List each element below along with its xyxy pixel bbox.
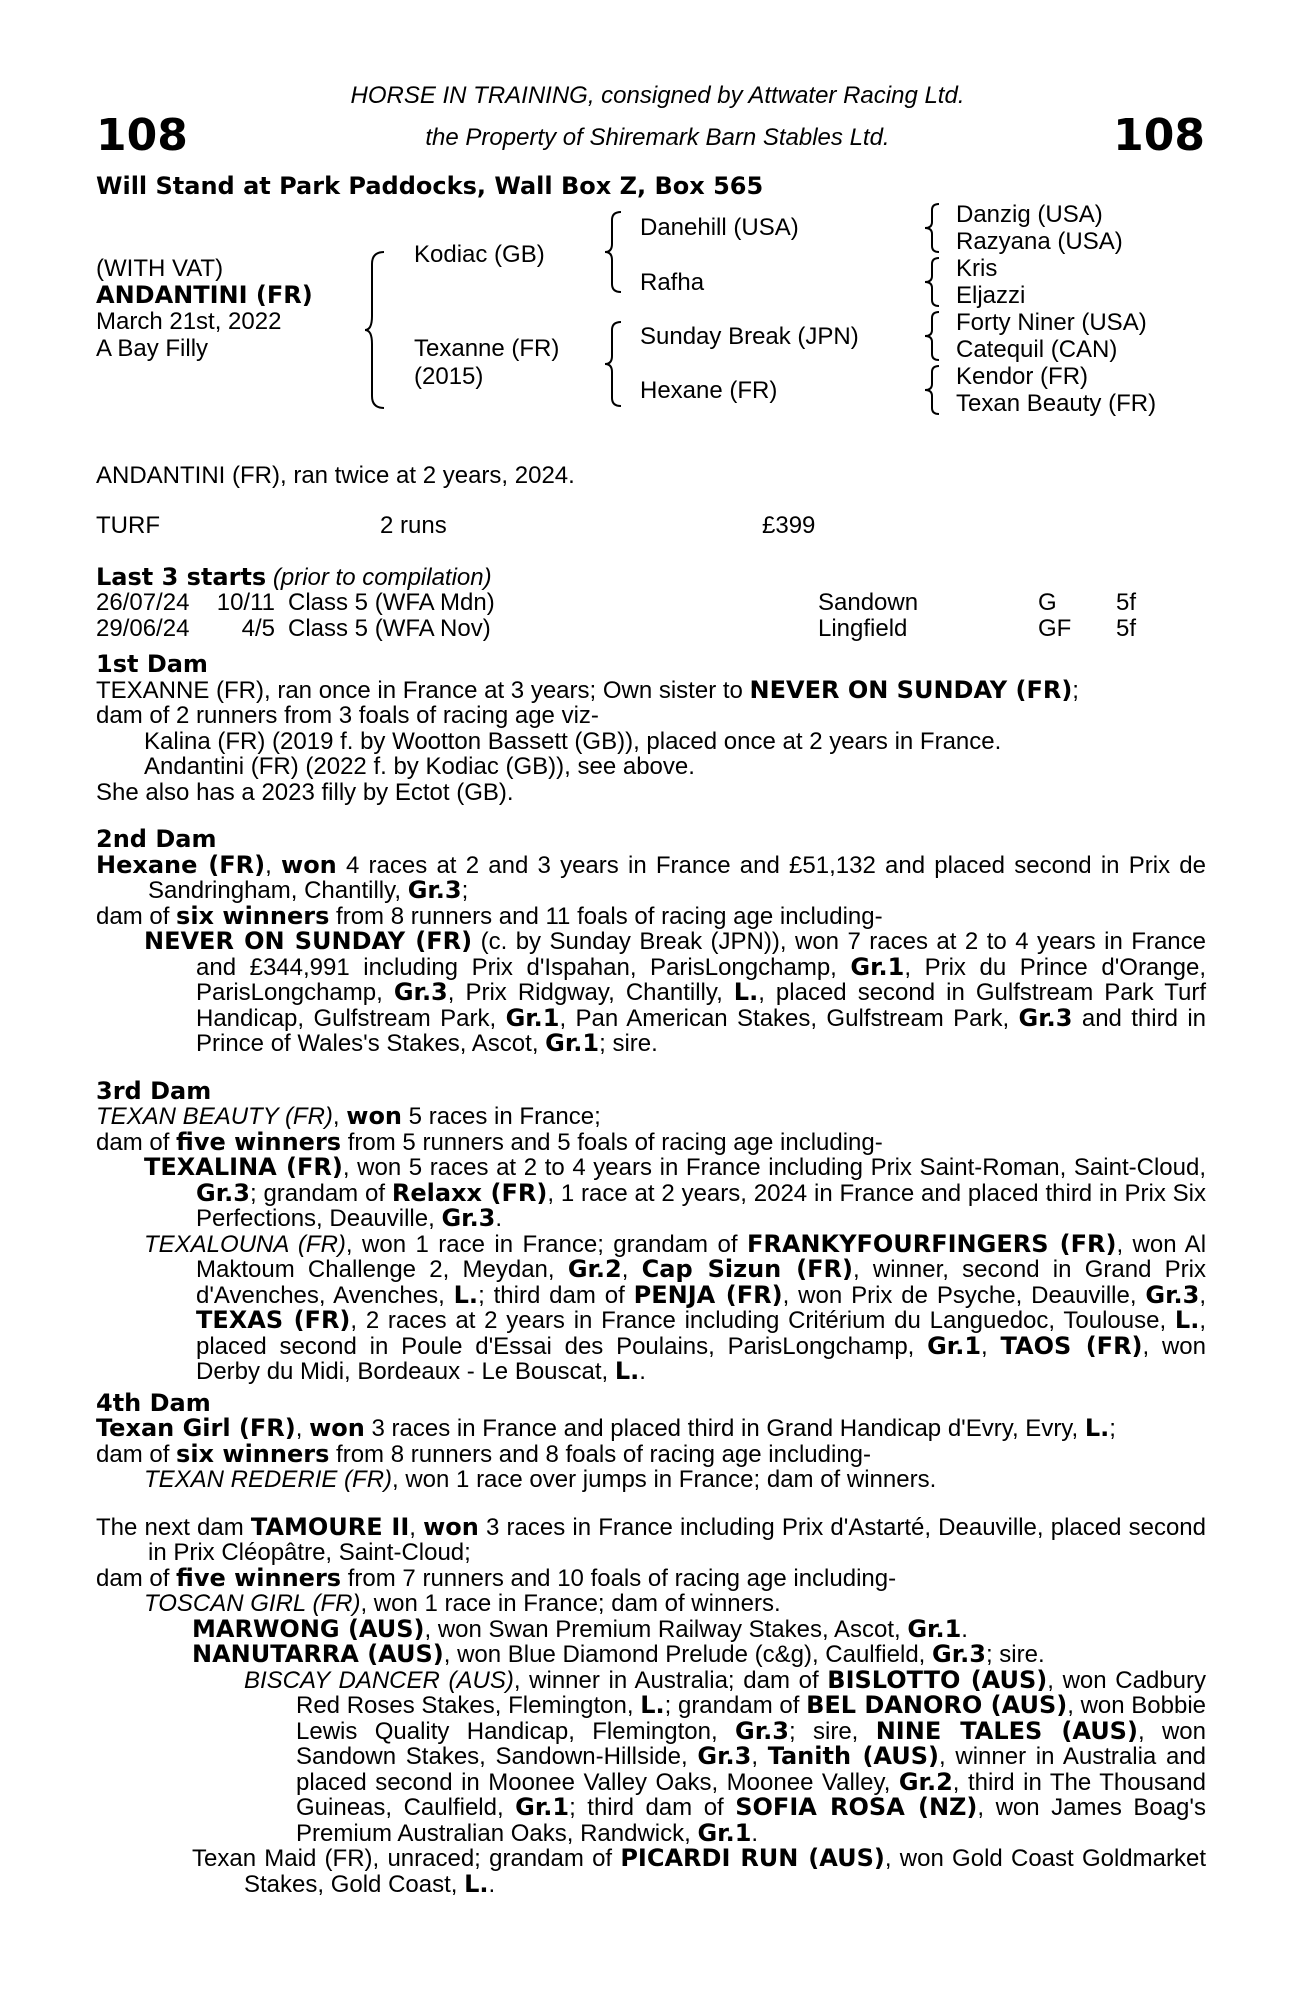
owner-line: the Property of Shiremark Barn Stables Ltd. xyxy=(425,124,890,151)
text-run: TEXAN REDERIE (FR) xyxy=(144,1466,393,1493)
third-dam-heading: 3rd Dam xyxy=(96,1076,212,1105)
start-row-date: 29/06/24 xyxy=(96,615,190,642)
text-run: , won Bobbie Lewis Quality Handicap, Flemington, xyxy=(296,1692,1207,1745)
text-run: , xyxy=(981,1332,1001,1360)
text-run: Gr.3 xyxy=(1018,1003,1073,1032)
text-run: Gr.1 xyxy=(545,1029,600,1057)
text-run: (c. by Sunday Break (JPN)), won 7 races at 2 to 4 years in France and £344,991 including Prix d'Ispahan, ParisLongchamp, xyxy=(196,928,1206,981)
text-run: TEXALINA (FR) xyxy=(144,1153,343,1181)
text-run: NEVER ON SUNDAY (FR) xyxy=(749,675,1073,704)
produce-entry xyxy=(96,1591,1206,1617)
record-runs: 2 runs xyxy=(380,512,447,539)
text-run: Texan Maid (FR), unraced; grandam of xyxy=(192,1845,621,1872)
third-dam-text xyxy=(96,1104,1206,1130)
text-run: five winners xyxy=(176,1127,342,1156)
date-of-birth: March 21st, 2022 xyxy=(96,308,282,335)
lot-number-right: 108 xyxy=(1113,110,1205,161)
text-run: , 1 race at 2 years, 2024 in France and placed third in Prix Six Perfections, Deauville, xyxy=(196,1179,1207,1232)
text-run: Gr.1 xyxy=(850,952,905,981)
text-run: SOFIA ROSA (NZ) xyxy=(735,1793,978,1821)
text-run: Gr.1 xyxy=(515,1793,570,1821)
text-run: from 7 runners and 10 foals of racing age including- xyxy=(341,1564,897,1592)
text-run: , winner, second in Grand Prix d'Avenches, Avenches, xyxy=(196,1256,1207,1309)
stand-location: Will Stand at Park Paddocks, Wall Box Z, Box 565 xyxy=(96,172,764,200)
text-run: L. xyxy=(453,1280,479,1309)
text-run: ; xyxy=(461,877,469,904)
text-run: , won Sandown Stakes, Sandown-Hillside, xyxy=(296,1717,1207,1770)
start-row-position: 4/5 xyxy=(241,615,275,642)
text-run: , won Gold Coast Goldmarket Stakes, Gold Coast, xyxy=(244,1845,1206,1898)
text-run: Gr.3 xyxy=(1145,1280,1200,1309)
text-run: won xyxy=(281,850,337,879)
vat-label: (WITH VAT) xyxy=(96,255,224,282)
pedigree-brace-main xyxy=(364,250,388,410)
produce-entry xyxy=(96,1467,1206,1493)
text-run: TEXALOUNA (FR) xyxy=(144,1230,346,1258)
text-run: BISCAY DANCER (AUS) xyxy=(244,1666,514,1694)
text-run: BEL DANORO (AUS) xyxy=(806,1691,1068,1719)
text-run: , third in The Thousand Guineas, Caulfield, xyxy=(296,1768,1206,1821)
text-run: . xyxy=(751,1819,759,1847)
last-starts-note: (prior to compilation) xyxy=(272,564,492,591)
start-row-distance: 5f xyxy=(1116,589,1137,616)
pedigree-g8: Texan Beauty (FR) xyxy=(956,390,1157,417)
produce-entry xyxy=(96,1665,1207,1847)
pedigree-dam-dam: Hexane (FR) xyxy=(640,377,778,404)
consignor-line: HORSE IN TRAINING, consigned by Attwater Racing Ltd. xyxy=(350,82,965,109)
produce-entry: Kalina (FR) (2019 f. by Wootton Bassett (GB)), placed once at 2 years in France. xyxy=(144,727,1002,755)
produce-entry xyxy=(96,1155,1206,1232)
text-run: TEXAS (FR) xyxy=(196,1306,351,1334)
text-run: , won 1 race in France; dam of winners. xyxy=(360,1590,781,1617)
text-run: from 8 runners and 8 foals of racing age including- xyxy=(329,1440,872,1468)
text-run: , won Cadbury Red Roses Stakes, Flemington, xyxy=(296,1666,1206,1719)
last-starts-title: Last 3 starts xyxy=(96,563,267,591)
text-run: BISLOTTO (AUS) xyxy=(827,1665,1048,1694)
text-run: L. xyxy=(1084,1414,1110,1442)
first-dam-produce-intro: dam of 2 runners from 3 foals of racing age viz- xyxy=(96,702,599,729)
fourth-dam-heading: 4th Dam xyxy=(96,1388,211,1417)
pedigree-brace-g1 xyxy=(924,202,942,254)
text-run: , xyxy=(265,851,282,879)
text-run: , won Swan Premium Railway Stakes, Ascot, xyxy=(424,1615,908,1643)
text-run: , winner in Australia; dam of xyxy=(513,1666,828,1694)
text-run: Gr.3 xyxy=(697,1742,752,1770)
start-row-course: Sandown xyxy=(818,589,919,616)
text-run: Gr.3 xyxy=(735,1716,789,1745)
text-run: Texan Girl (FR) xyxy=(96,1414,296,1442)
text-run: ; xyxy=(1109,1415,1116,1442)
pedigree-notes xyxy=(96,652,1206,1897)
start-row-date: 26/07/24 xyxy=(96,589,190,616)
text-run: Gr.2 xyxy=(567,1255,622,1283)
produce-note: She also has a 2023 filly by Ectot (GB). xyxy=(96,778,514,806)
pedigree-g6: Catequil (CAN) xyxy=(956,336,1118,363)
text-run: ; sire. xyxy=(985,1641,1045,1668)
text-run: 3 races in France including Prix d'Astarté, Deauville, placed second in Prix Cléopâtre, Saint-Cloud; xyxy=(148,1513,1206,1566)
text-run: ; third dam of xyxy=(569,1794,736,1821)
text-run: from 5 runners and 5 foals of racing age including- xyxy=(341,1128,883,1156)
text-run: ; grandam of xyxy=(664,1692,807,1719)
start-row-distance: 5f xyxy=(1116,615,1137,642)
pedigree-sire-dam: Rafha xyxy=(640,269,705,296)
text-run: . xyxy=(495,1205,503,1232)
pedigree-sire: Kodiac (GB) xyxy=(414,241,545,268)
text-run: L. xyxy=(733,978,759,1006)
text-run: and third in Prince of Wales's Stakes, Ascot, xyxy=(196,1004,1207,1057)
text-run: Cap Sizun (FR) xyxy=(641,1255,853,1283)
text-run: Gr.3 xyxy=(407,876,462,904)
text-run: , xyxy=(332,1103,347,1130)
text-run: from 8 runners and 11 foals of racing age including- xyxy=(329,902,883,930)
text-run: , Prix du Prince d'Orange, ParisLongchamp, xyxy=(196,953,1206,1006)
text-run: , Pan American Stakes, Gulfstream Park, xyxy=(559,1004,1019,1032)
text-run: won xyxy=(423,1512,479,1541)
start-row-going: GF xyxy=(1038,615,1072,642)
pedigree-brace-sire xyxy=(604,210,624,294)
produce-entry xyxy=(96,1614,1206,1643)
pedigree-sire-sire: Danehill (USA) xyxy=(640,214,799,241)
third-dam-produce-intro xyxy=(96,1127,1206,1156)
text-run: , won Prix de Psyche, Deauville, xyxy=(782,1281,1146,1309)
pedigree-g5: Forty Niner (USA) xyxy=(956,309,1147,336)
text-run: TAMOURE II xyxy=(250,1512,410,1541)
pedigree-g1: Danzig (USA) xyxy=(956,201,1103,228)
pedigree-brace-dam xyxy=(604,320,624,408)
text-run: MARWONG (AUS) xyxy=(192,1614,425,1643)
next-dam-produce-intro xyxy=(96,1563,1206,1592)
text-run: 3 races in France and placed third in Grand Handicap d'Evry, Evry, xyxy=(364,1415,1085,1442)
text-run: Gr.3 xyxy=(196,1178,250,1207)
text-run: L. xyxy=(640,1691,665,1719)
last-starts-heading xyxy=(96,564,492,591)
pedigree-brace-g3 xyxy=(924,310,942,362)
text-run: ; sire. xyxy=(599,1030,658,1057)
text-run: NANUTARRA (AUS) xyxy=(192,1640,444,1668)
text-run: , won 1 race over jumps in France; dam of winners. xyxy=(392,1466,937,1493)
pedigree-g3: Kris xyxy=(956,255,998,282)
text-run: TEXANNE (FR), ran once in France at 3 years; Own sister to xyxy=(96,676,750,704)
pedigree-brace-g4 xyxy=(924,364,942,416)
text-run: Relaxx (FR) xyxy=(391,1178,548,1207)
text-run: TEXAN BEAUTY (FR) xyxy=(96,1103,333,1130)
second-dam-heading: 2nd Dam xyxy=(96,825,217,853)
text-run: ; sire, xyxy=(788,1717,876,1745)
pedigree-g7: Kendor (FR) xyxy=(956,363,1089,390)
text-run: TOSCAN GIRL (FR) xyxy=(144,1590,361,1617)
horse-name: ANDANTINI (FR) xyxy=(96,281,313,309)
text-run: NINE TALES (AUS) xyxy=(875,1716,1138,1745)
first-dam-text xyxy=(96,675,1206,704)
text-run: L. xyxy=(614,1357,640,1385)
text-run: , won 1 race in France; grandam of xyxy=(345,1230,747,1258)
pedigree-g2: Razyana (USA) xyxy=(956,228,1123,255)
text-run: L. xyxy=(464,1869,489,1898)
text-run: Gr.3 xyxy=(393,978,448,1006)
produce-entry xyxy=(96,1229,1207,1385)
text-run: six winners xyxy=(176,901,330,930)
pedigree-dam-sire: Sunday Break (JPN) xyxy=(640,323,859,350)
next-dam-text xyxy=(96,1512,1206,1566)
text-run: won xyxy=(309,1414,365,1442)
text-run: , won James Boag's Premium Australian Oaks, Randwick, xyxy=(296,1794,1206,1847)
text-run: , won Derby du Midi, Bordeaux - Le Bouscat, xyxy=(196,1332,1206,1385)
text-run: ; xyxy=(1072,676,1079,704)
text-run: , Prix Ridgway, Chantilly, xyxy=(447,979,734,1006)
text-run: , placed second in Gulfstream Park Turf Handicap, Gulfstream Park, xyxy=(196,979,1206,1032)
text-run: , won Blue Diamond Prelude (c&g), Caulfield, xyxy=(443,1641,933,1668)
lot-number-left: 108 xyxy=(96,110,188,161)
pedigree-g4: Eljazzi xyxy=(956,282,1026,309)
start-row-race: Class 5 (WFA Mdn) xyxy=(288,589,495,616)
text-run: six winners xyxy=(176,1439,330,1468)
horse-description: A Bay Filly xyxy=(96,335,209,362)
produce-entry: Andantini (FR) (2022 f. by Kodiac (GB)), see above. xyxy=(144,753,695,780)
text-run: Hexane (FR) xyxy=(96,850,266,879)
first-dam-heading: 1st Dam xyxy=(96,650,208,678)
text-run: NEVER ON SUNDAY (FR) xyxy=(144,927,473,955)
text-run: , winner in Australia and placed second in Moonee Valley Oaks, Moonee Valley, xyxy=(296,1743,1207,1796)
text-run: ; third dam of xyxy=(478,1281,634,1309)
pedigree-dam-year: (2015) xyxy=(414,363,484,390)
text-run: , won 5 races at 2 to 4 years in France including Prix Saint-Roman, Saint-Cloud, xyxy=(342,1154,1206,1181)
text-run: 5 races in France; xyxy=(402,1103,601,1130)
text-run: PICARDI RUN (AUS) xyxy=(620,1844,885,1872)
text-run: . xyxy=(488,1870,496,1898)
text-run: Gr.3 xyxy=(441,1204,496,1232)
text-run: Gr.2 xyxy=(898,1767,953,1796)
text-run: FRANKYFOURFINGERS (FR) xyxy=(746,1229,1117,1258)
text-run: , won Al Maktoum Challenge 2, Meydan, xyxy=(196,1230,1207,1283)
text-run: The next dam xyxy=(96,1513,251,1541)
text-run: , xyxy=(295,1415,310,1442)
text-run: , xyxy=(621,1256,642,1283)
produce-entry xyxy=(96,929,1206,1057)
text-run: PENJA (FR) xyxy=(633,1280,783,1309)
text-run: Gr.1 xyxy=(927,1331,982,1360)
record-surface: TURF xyxy=(96,512,160,539)
produce-entry xyxy=(96,1846,1206,1897)
text-run: Gr.3 xyxy=(932,1640,986,1668)
text-run: . xyxy=(961,1615,968,1643)
record-earnings: £399 xyxy=(762,512,816,539)
start-row-going: G xyxy=(1038,589,1057,616)
fourth-dam-produce-intro xyxy=(96,1439,1206,1468)
produce-entry xyxy=(96,1642,1206,1668)
text-run: L. xyxy=(1174,1306,1200,1334)
text-run: , xyxy=(751,1743,768,1770)
text-run: five winners xyxy=(176,1563,342,1592)
text-run: Gr.1 xyxy=(505,1003,560,1032)
text-run: ; grandam of xyxy=(249,1179,392,1207)
text-run: , 2 races at 2 years in France including Critérium du Languedoc, Toulouse, xyxy=(350,1307,1175,1334)
text-run: TAOS (FR) xyxy=(1000,1331,1143,1360)
text-run: dam of xyxy=(96,1128,177,1156)
pedigree-dam: Texanne (FR) xyxy=(414,335,560,362)
text-run: dam of xyxy=(96,1564,177,1592)
text-run: dam of xyxy=(96,1440,177,1468)
text-run: 4 races at 2 and 3 years in France and £51,132 and placed second in Prix de Sandringham, Chantilly, xyxy=(148,851,1206,904)
text-run: , xyxy=(1199,1281,1206,1309)
text-run: . xyxy=(639,1358,646,1385)
text-run: dam of xyxy=(96,902,177,930)
section-spacer xyxy=(96,1493,1206,1515)
pedigree-brace-g2 xyxy=(924,256,942,308)
text-run: , xyxy=(409,1513,424,1541)
text-run: Tanith (AUS) xyxy=(767,1742,939,1770)
text-run: won xyxy=(346,1102,403,1130)
text-run: Gr.1 xyxy=(697,1818,752,1847)
start-row-race: Class 5 (WFA Nov) xyxy=(288,615,491,642)
race-summary: ANDANTINI (FR), ran twice at 2 years, 2024. xyxy=(96,462,575,489)
start-row-course: Lingfield xyxy=(818,615,908,642)
text-run: Gr.1 xyxy=(907,1614,962,1643)
second-dam-produce-intro xyxy=(96,901,1206,930)
start-row-position: 10/11 xyxy=(216,589,275,616)
second-dam-text xyxy=(96,850,1206,904)
fourth-dam-text xyxy=(96,1416,1206,1442)
text-run: , placed second in Poule d'Essai des Poulains, ParisLongchamp, xyxy=(196,1307,1206,1360)
